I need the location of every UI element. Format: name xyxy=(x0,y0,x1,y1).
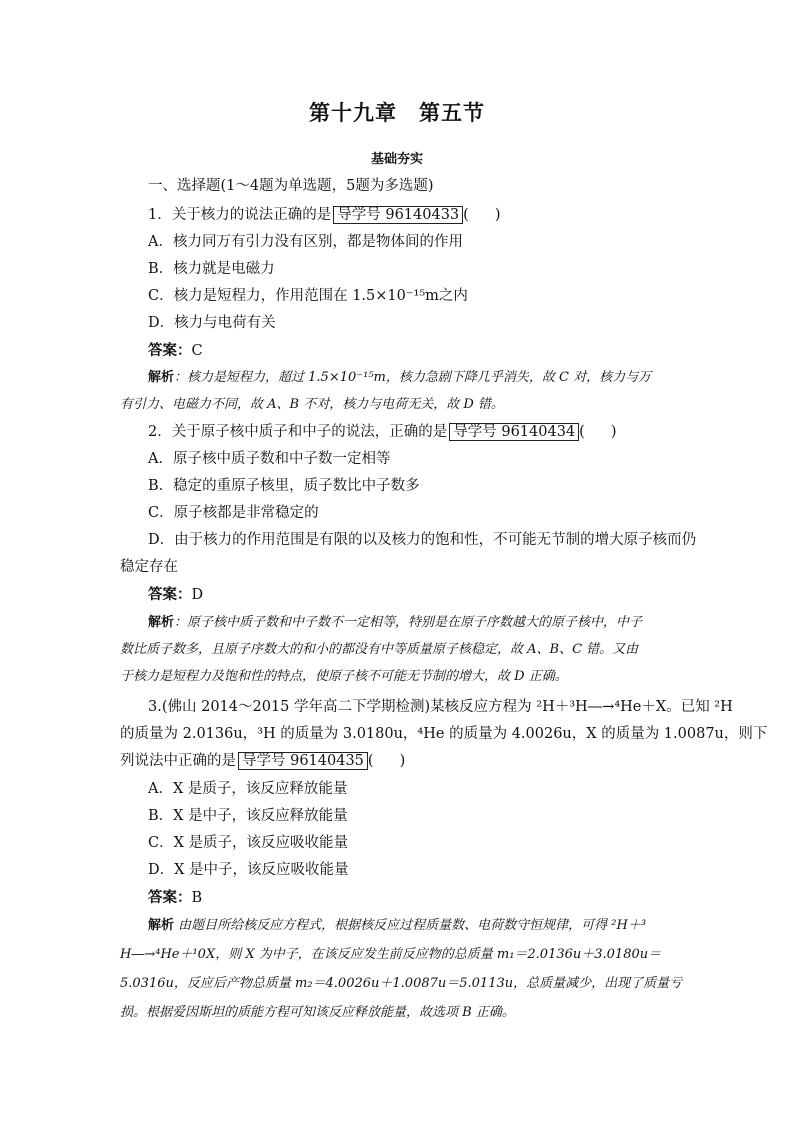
question-3-stem: 3.(佛山 2014～2015 学年高二下学期检测)某核反应方程为 ²H＋³H―→⁴He＋X。已知 ²H xyxy=(148,699,733,715)
explanation-3-cont: 5.0316u，反应后产物总质量 m₂＝4.0026u＋1.0087u＝5.0113u，总质量减少，出现了质量亏 xyxy=(120,976,683,991)
chapter-label: 第十九章 xyxy=(309,100,397,125)
option-b: B．核力就是电磁力 xyxy=(148,261,275,277)
explanation-2: 解析：原子核中质子数和中子数不一定相等，特别是在原子序数越大的原子核中，中子 xyxy=(148,615,643,630)
option-c: C．X 是质子，该反应吸收能量 xyxy=(148,835,349,851)
option-a: A．原子核中质子数和中子数一定相等 xyxy=(148,451,391,467)
subtitle: 基础夯实 xyxy=(370,152,423,167)
answer-1: 答案：C xyxy=(148,342,203,359)
explanation-3-cont: 损。根据爱因斯坦的质能方程可知该反应释放能量，故选项 B 正确。 xyxy=(120,1005,515,1020)
section-label: 第五节 xyxy=(419,100,485,125)
option-d: D．X 是中子，该反应吸收能量 xyxy=(148,862,349,878)
option-c: C．核力是短程力，作用范围在 1.5×10⁻¹⁵m之内 xyxy=(148,288,468,304)
question-1-stem: 1．关于核力的说法正确的是 导学号 96140433 ( ) xyxy=(148,207,501,223)
option-b: B．X 是中子，该反应释放能量 xyxy=(148,808,348,824)
answer-3: 答案：B xyxy=(148,889,203,906)
option-b: B．稳定的重原子核里，质子数比中子数多 xyxy=(148,478,420,494)
option-a: A．X 是质子，该反应释放能量 xyxy=(148,781,348,797)
option-a: A．核力同万有引力没有区别，都是物体间的作用 xyxy=(148,234,463,250)
answer-2: 答案：D xyxy=(148,586,204,603)
question-code: 导学号 96140435 xyxy=(238,752,368,770)
question-3-stem-cont: 列说法中正确的是 导学号 96140435 ( ) xyxy=(120,753,406,769)
option-d-cont: 稳定存在 xyxy=(120,559,178,575)
page-title xyxy=(0,97,794,127)
question-code: 导学号 96140433 xyxy=(333,206,463,224)
explanation-1: 解析：核力是短程力，超过 1.5×10⁻¹⁵m，核力急剧下降几乎消失，故 C 对，核力与万 xyxy=(148,370,652,385)
option-c: C．原子核都是非常稳定的 xyxy=(148,505,319,521)
explanation-3: 解析 由题目所给核反应方程式，根据核反应过程质量数、电荷数守恒规律，可得 ²H＋³ xyxy=(148,918,647,933)
question-3-stem-cont: 的质量为 2.0136u，³H 的质量为 3.0180u，⁴He 的质量为 4.0026u，X 的质量为 1.0087u，则下 xyxy=(120,726,768,742)
question-code: 导学号 96140434 xyxy=(449,423,579,441)
section-heading: 一、选择题(1～4题为单选题，5题为多选题) xyxy=(148,178,434,194)
question-2-stem: 2．关于原子核中质子和中子的说法，正确的是 导学号 96140434 ( ) xyxy=(148,424,617,440)
option-d: D．核力与电荷有关 xyxy=(148,315,276,331)
explanation-1-cont: 有引力、电磁力不同，故 A、B 不对，核力与电荷无关，故 D 错。 xyxy=(120,397,504,412)
explanation-3-cont: H―→⁴He＋¹0X，则 X 为中子，在该反应发生前反应物的总质量 m₁＝2.0136u＋3.0180u＝ xyxy=(120,947,662,962)
option-d: D．由于核力的作用范围是有限的以及核力的饱和性，不可能无节制的增大原子核而仍 xyxy=(148,532,697,548)
explanation-2-cont: 数比质子数多，且原子序数大的和小的都没有中等质量原子核稳定，故 A、B、C 错。又由 xyxy=(120,642,639,657)
explanation-2-cont: 于核力是短程力及饱和性的特点，使原子核不可能无节制的增大，故 D 正确。 xyxy=(120,669,568,684)
